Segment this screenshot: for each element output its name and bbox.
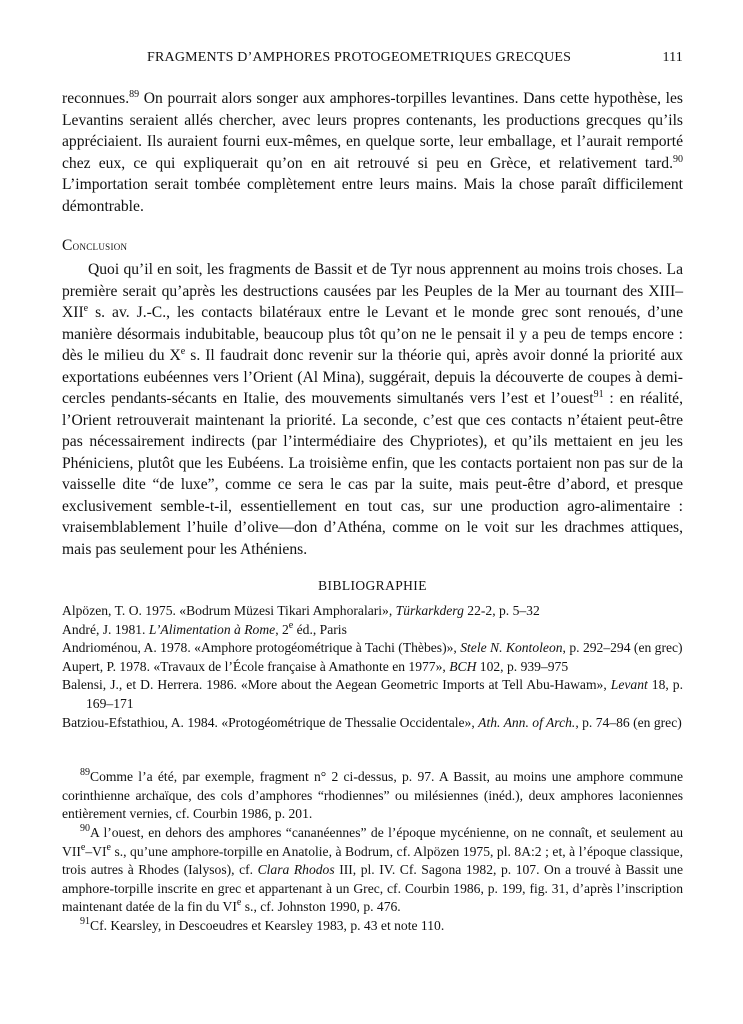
text-run: s. av. J.-C., les contacts bilatéraux entre le Levant et le monde grec sont renoués, d’une manière désormais indubitable, beaucoup plus tôt qu’on ne le pensait il y a peu de temps encore : dès le milieu du X [62,304,683,364]
running-title: FRAGMENTS D’AMPHORES PROTOGEOMETRIQUES GRECQUES [147,50,572,65]
bibliography-entry [62,714,683,733]
text-run: Quoi qu’il en soit, les fragments de Bassit et de Tyr nous apprennent au moins trois choses. La première serait qu’après les destructions causées par les Peuples de la Mer au tournant des XIII–XII [62,261,683,321]
footnote-ref-90: 90 [673,153,683,165]
footnote-number: 89 [80,767,90,779]
paragraph-1 [62,88,683,217]
text-run: éd., Paris [293,621,347,637]
bibliography-entry [62,676,683,713]
text-run: –VI [85,843,107,859]
text-run: On pourrait alors songer aux amphores-torpilles levantines. Dans cette hypothèse, les Levantins seraient allés chercher, avec leurs propres contenants, les productions grecques qu’ils appréciaient. Ils auraient fourni eux-mêmes, en quelque sorte, leur emballage, et l’aurait remporté chez eux, ce qui expliquerait qu’on en ait retrouvé si peu en Grèce, et relativement tard. [62,90,683,172]
bibliography-entry [62,602,683,621]
text-run: s. Il faudrait donc revenir sur la théorie qui, après avoir donné la priorité aux exportations eubéennes vers l’Orient (Al Mina), suggérait, depuis la découverte de coupes à demi-cercles pendants-sécants en Italie, des mouvements simultanés vers l’est et l’ouest [62,347,683,407]
bibliography-list [62,602,683,732]
bibliography-entry [62,658,683,677]
text-run: Balensi, J., et D. Herrera. 1986. «More about the Aegean Geometric Imports at Tell Abu-Hawam», [62,677,611,693]
superscript: e [106,841,111,853]
footnote-ref-91: 91 [593,389,604,400]
page-number: 111 [662,50,683,65]
bibliography-entry [62,621,683,640]
text-run: : en réalité, l’Orient retrouverait maintenant la priorité. La seconde, c’est que ces contacts n’étaient peut-être pas nécessairement indirects (par l’intermédiaire des Chypriotes), et qu’ils mettaient en jeu les Phéniciens, plutôt que les Eubéens. La troisième enfin, que les contacts portaient non pas sur de la vaisselle dite “de luxe”, comme ce sera le cas par la suite, mais peut-être d’abord, et presque exclusivement semble-t-il, essentiellement en tout cas, sur une production agro-alimentaire : vraisemblablement l’huile d’olive—don d’Athéna, comme on le voit sur les drachmes attiques, mais pas seulement pour les Athéniens. [62,390,683,558]
superscript: e [288,619,294,631]
text-run: 102, p. 939–975 [476,658,569,674]
footnote-number: 91 [80,915,90,927]
text-run: André, J. 1981. [62,621,149,637]
text-run: 22-2, p. 5–32 [463,603,540,618]
text-run: , p. 292–294 (en grec) [562,640,683,656]
journal-title: Levant [610,677,648,693]
bibliography-entry [62,639,683,658]
superscript: e [236,897,242,909]
footnote-text: Comme l’a été, par exemple, fragment n° 2 ci-dessus, p. 97. A Bassit, au moins une amphore commune corinthienne archaïque, des cols d’amphores “rhodiennes” ou milésiennes (inéd.), deux amphores laconiennes entièrement vernies, cf. Courbin 1986, p. 201. [62,769,683,822]
text-run: Alpözen, T. O. 1975. «Bodrum Müzesi Tikari Amphoralari», [62,603,396,618]
journal-title: Clara Rhodos [257,862,335,878]
superscript: e [80,841,86,853]
footnote-90 [62,824,683,917]
journal-title: Ath. Ann. of Arch. [478,714,576,730]
text-run: III, pl. IV. Cf. Sagona 1982, p. 107. On a trouvé à Bassit une amphore-torpille inscrite en grec et appartenant à un Grec, cf. Courbin 1986, p. 199, fig. 31, d’après l’inscription maintenant datée de la fin du VI [62,862,683,915]
footnote-ref-89: 89 [129,89,140,100]
superscript: e [83,303,89,314]
text-run: L’importation serait tombée complètement entre leurs mains. Mais la chose paraît difficilement démontrable. [62,176,683,215]
section-heading-conclusion: Conclusion [62,237,128,254]
main-text [62,88,683,936]
footnote-number: 90 [80,822,90,834]
text-run: s., cf. Johnston 1990, p. 476. [241,899,401,915]
text-run: s., qu’une amphore-torpille en Anatolie, à Bodrum, cf. Alpözen 1975, pl. 8A:2 ; et, à l’époque classique, trois autres à Rhodes (Ialysos), cf. [62,843,683,878]
footnotes [62,768,683,935]
journal-title: Türkarkderg [395,603,464,618]
text-run: , p. 74–86 (en grec) [575,714,682,730]
text-run: Aupert, P. 1978. «Travaux de l’École française à Amathonte en 1977», [62,658,450,674]
footnote-89 [62,768,683,824]
text-run: reconnues. [62,90,130,107]
superscript: e [180,346,186,357]
text-run: , 2 [275,621,289,637]
bibliography-heading: BIBLIOGRAPHIE [318,578,427,593]
book-title: Stele N. Kontoleon [460,640,563,656]
text-run: Batziou-Efstathiou, A. 1984. «Protogéométrique de Thessalie Occidentale», [62,714,479,730]
footnote-91 [62,917,683,936]
text-run: 18, p. 169–171 [86,677,684,711]
footnote-text: Cf. Kearsley, in Descoeudres et Kearsley 1983, p. 43 et note 110. [90,917,445,933]
paragraph-2 [62,259,683,560]
journal-title: BCH [449,658,477,674]
text-run: Andrioménou, A. 1978. «Amphore protogéométrique à Tachi (Thèbes)», [62,640,461,656]
text-run: A l’ouest, en dehors des amphores “cananéennes” de l’époque mycénienne, on ne connaît, et seulement au VII [62,824,683,859]
book-title: L’Alimentation à Rome [148,621,276,637]
